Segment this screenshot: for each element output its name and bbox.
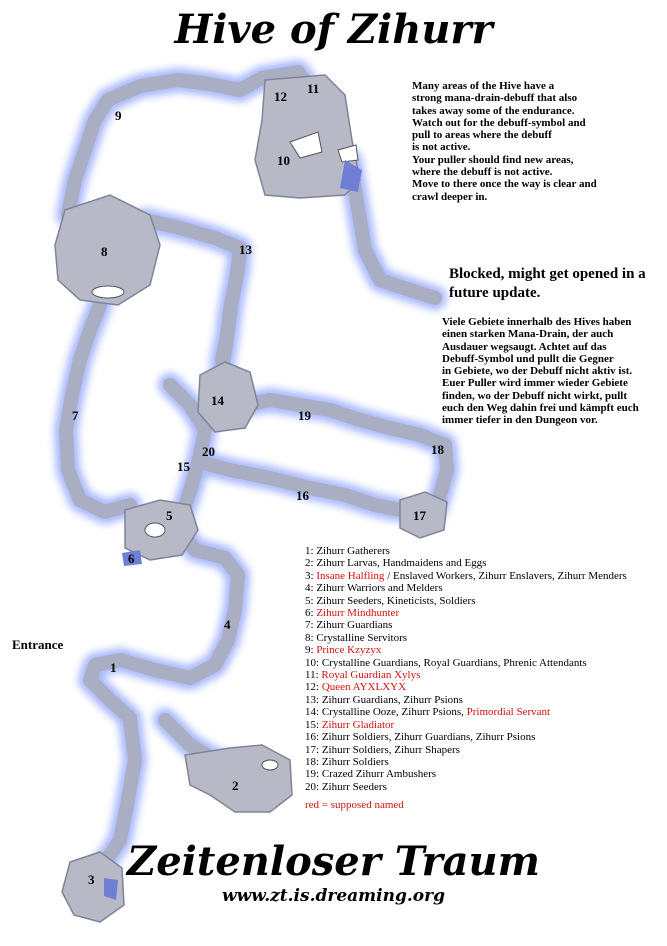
legend-item (305, 607, 665, 619)
website-url: www.zt.is.dreaming.org (222, 886, 445, 906)
legend-mobs: Zihurr Soldiers, Zihurr Shapers (321, 743, 460, 756)
legend-mobs: Crazed Zihurr Ambushers (321, 768, 437, 781)
legend-item (305, 582, 665, 594)
area-label-13: 13 (239, 242, 252, 257)
area-label-4: 4 (224, 617, 231, 632)
legend-mobs: Zihurr Seeders, Kineticists, Soldiers (316, 594, 476, 607)
legend-item (305, 781, 665, 793)
legend-number: 17: (305, 743, 322, 756)
legend-number: 5: (305, 594, 317, 607)
legend-number: 3: (305, 569, 317, 582)
area-label-3: 3 (88, 872, 95, 887)
chamber-2 (185, 745, 292, 812)
legend-item (305, 694, 665, 706)
area-label-11: 11 (307, 81, 320, 96)
legend-number: 6: (305, 607, 317, 620)
legend-item (305, 706, 665, 718)
area-label-18: 18 (431, 442, 444, 457)
legend-named-mob: Zihurr Mindhunter (316, 607, 400, 620)
legend-number: 13: (305, 693, 322, 706)
map-title: Hive of Zihurr (174, 6, 493, 53)
legend-item (305, 744, 665, 756)
legend-item (305, 557, 665, 569)
legend-number: 2: (305, 557, 317, 570)
legend-number: 1: (305, 545, 317, 557)
area-label-7: 7 (72, 408, 79, 423)
legend-item (305, 657, 665, 669)
legend-item (305, 570, 665, 582)
legend-number: 7: (305, 619, 317, 632)
legend-number: 10: (305, 656, 322, 669)
area-label-19: 19 (298, 408, 311, 423)
legend-number: 12: (305, 681, 322, 694)
legend-mobs: Zihurr Guardians (316, 619, 393, 632)
legend-number: 19: (305, 768, 322, 781)
legend-number: 16: (305, 731, 322, 744)
legend-mobs: Zihurr Gatherers (316, 545, 390, 557)
legend-item (305, 669, 665, 681)
pillar (92, 286, 124, 298)
legend-mobs: Zihurr Soldiers (321, 755, 389, 768)
legend-item (305, 545, 665, 557)
pillar (262, 760, 278, 770)
area-label-16: 16 (296, 488, 309, 503)
area-label-20: 20 (202, 444, 215, 459)
area-label-1: 1 (110, 660, 117, 675)
area-label-15: 15 (177, 459, 190, 474)
legend-named-mob: Zihurr Gladiator (321, 718, 395, 731)
legend-named-mob: Primordial Servant (466, 706, 551, 719)
legend-number: 8: (305, 631, 317, 644)
legend-item (305, 768, 665, 780)
legend-number: 11: (305, 669, 322, 682)
area-label-6: 6 (128, 551, 135, 566)
legend-number: 18: (305, 755, 322, 768)
legend-named-mob: Royal Guardian Xylys (321, 669, 421, 682)
legend-item (305, 719, 665, 731)
debuff-note-en: Many areas of the Hive have a strong mana-drain-debuff that also takes away some of the endurance. Watch out for the debuff-symbol and pull to areas where the debuff is not active. Your puller should find new areas, where the debuff is not active. Move to there once the way is clear and crawl deeper in. (412, 80, 597, 203)
legend-item (305, 644, 665, 656)
area-label-5: 5 (166, 508, 173, 523)
area-label-14: 14 (211, 393, 224, 408)
legend-item (305, 632, 665, 644)
guild-name: Zeitenloser Traum (127, 838, 540, 885)
legend-item (305, 681, 665, 693)
legend-mobs: Zihurr Warriors and Melders (316, 582, 443, 595)
blocked-note: Blocked, might get opened in a future update. (449, 266, 646, 301)
legend-named-mob: Queen AYXLXYX (321, 681, 407, 694)
legend-item (305, 731, 665, 743)
legend-number: 20: (305, 780, 322, 793)
legend-number: 4: (305, 582, 317, 595)
area-label-12: 12 (274, 89, 287, 104)
legend-mobs: / Enslaved Workers, Zihurr Enslavers, Zihurr Menders (384, 569, 627, 582)
area-label-9: 9 (115, 108, 122, 123)
legend-named-mob: Insane Halfling (316, 569, 385, 582)
area-label-17: 17 (413, 508, 426, 523)
legend-key: red = supposed named (305, 799, 404, 811)
legend-item (305, 595, 665, 607)
legend-mobs: Crystalline Ooze, Zihurr Psions, (321, 706, 467, 719)
area-legend (305, 545, 665, 793)
area-label-8: 8 (101, 244, 108, 259)
legend-mobs: Zihurr Soldiers, Zihurr Guardians, Zihurr Psions (321, 731, 536, 744)
chamber-14 (198, 362, 258, 432)
legend-mobs: Zihurr Seeders (321, 780, 387, 793)
legend-mobs: Zihurr Larvas, Handmaidens and Eggs (316, 557, 487, 570)
legend-item (305, 756, 665, 768)
legend-mobs: Crystalline Guardians, Royal Guardians, Phrenic Attendants (321, 656, 587, 669)
area-label-2: 2 (232, 778, 239, 793)
legend-item (305, 619, 665, 631)
debuff-note-de: Viele Gebiete innerhalb des Hives haben einen starken Mana-Drain, der auch Ausdauer wegsaugt. Achtet auf das Debuff-Symbol und pullt die Gegner in Gebiete, wo der Debuff nicht aktiv ist. Euer Puller wird immer wieder Gebiete finden, wo der Debuff nicht wirkt, pullt euch den Weg dahin frei und kämpft euch immer tiefer in den Dungeon vor. (442, 316, 639, 427)
area-label-10: 10 (277, 153, 290, 168)
legend-named-mob: Prince Kzyzyx (316, 644, 382, 657)
entrance-label: Entrance (12, 637, 64, 652)
legend-number: 14: (305, 706, 322, 719)
legend-number: 15: (305, 718, 322, 731)
pillar (145, 523, 165, 537)
legend-mobs: Crystalline Servitors (316, 631, 408, 644)
legend-number: 9: (305, 644, 317, 657)
legend-mobs: Zihurr Guardians, Zihurr Psions (321, 693, 463, 706)
